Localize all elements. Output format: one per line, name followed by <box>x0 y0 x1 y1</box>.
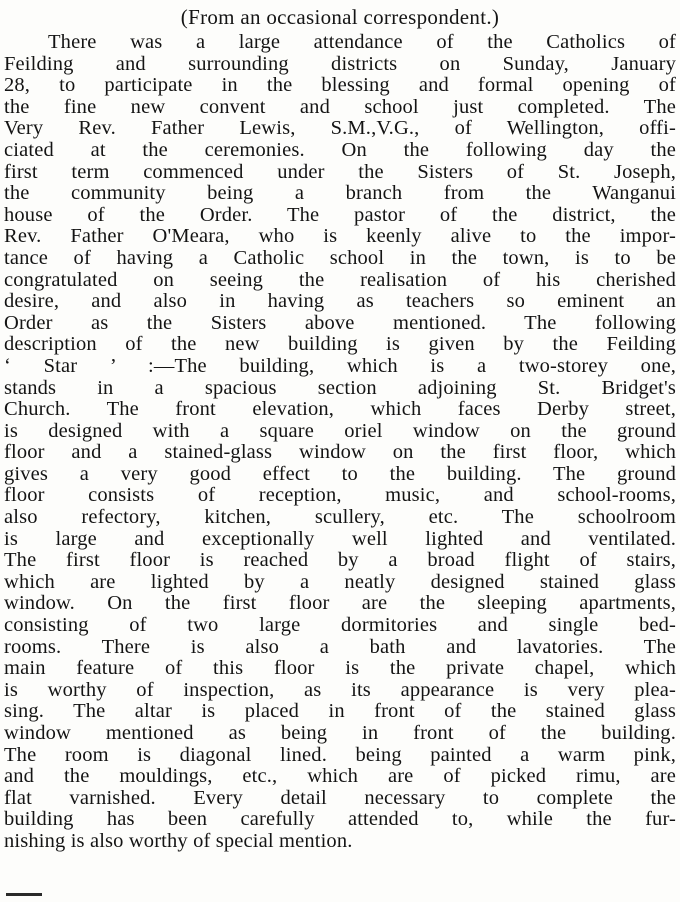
text-line: The room is diagonal lined. being painted a warm pink, <box>4 743 676 766</box>
text-line: main feature of this floor is the private chapel, which <box>4 657 676 680</box>
article-body <box>4 32 676 853</box>
text-line: sing. The altar is placed in front of the stained glass <box>4 700 676 723</box>
text-line: description of the new building is given by the Feilding <box>4 333 676 356</box>
text-line: window mentioned as being in front of the building. <box>4 722 676 744</box>
text-line: and the mouldings, etc., which are of picked rimu, are <box>4 765 676 788</box>
text-line: also refectory, kitchen, scullery, etc. The schoolroom <box>4 506 676 529</box>
text-line: stands in a spacious section adjoining St. Bridget's <box>4 376 676 399</box>
text-line: house of the Order. The pastor of the district, the <box>4 203 676 226</box>
text-line: window. On the first floor are the sleeping apartments, <box>4 592 676 615</box>
byline: (From an occasional correspondent.) <box>180 5 500 29</box>
article-column <box>4 2 676 853</box>
text-line: Order as the Sisters above mentioned. The following <box>4 311 676 334</box>
text-line: rooms. There is also a bath and lavatories. The <box>4 635 676 658</box>
text-line: consisting of two large dormitories and single bed- <box>4 614 676 637</box>
text-line: tance of having a Catholic school in the town, is to be <box>4 246 676 269</box>
text-line: Very Rev. Father Lewis, S.M.,V.G., of Wellington, offi- <box>4 117 676 140</box>
text-line: the community being a branch from the Wanganui <box>4 182 676 205</box>
text-line: building has been carefully attended to, while the fur- <box>4 808 676 831</box>
text-line: 28, to participate in the blessing and formal opening of <box>4 74 676 97</box>
text-line: flat varnished. Every detail necessary to complete the <box>4 786 676 809</box>
text-line: gives a very good effect to the building. The ground <box>4 462 676 485</box>
text-line: desire, and also in having as teachers so eminent an <box>4 290 676 313</box>
text-line: which are lighted by a neatly designed stained glass <box>4 570 676 593</box>
text-line: the fine new convent and school just completed. The <box>4 95 676 118</box>
text-line: Feilding and surrounding districts on Sunday, January <box>4 52 676 75</box>
text-line: The first floor is reached by a broad flight of stairs, <box>4 549 676 572</box>
text-line: Church. The front elevation, which faces Derby street, <box>4 398 676 421</box>
text-line: is worthy of inspection, as its appearance is very plea- <box>4 678 676 701</box>
text-line: is large and exceptionally well lighted and ventilated. <box>4 527 676 550</box>
text-line: congratulated on seeing the realisation of his cherished <box>4 268 676 291</box>
text-line: first term commenced under the Sisters of St. Joseph, <box>4 160 676 183</box>
text-line: ‘ Star ’ :—The building, which is a two-storey one, <box>4 354 676 377</box>
text-line: floor consists of reception, music, and school-rooms, <box>4 484 676 507</box>
text-line: floor and a stained-glass window on the first floor, which <box>4 441 676 464</box>
text-line: There was a large attendance of the Catholics of <box>48 31 676 53</box>
end-rule <box>6 893 42 896</box>
text-line: Rev. Father O'Meara, who is keenly alive to the impor- <box>4 225 676 248</box>
text-line: ciated at the ceremonies. On the following day the <box>4 138 676 161</box>
text-line: is designed with a square oriel window on the ground <box>4 419 676 442</box>
text-line: nishing is also worthy of special mention. <box>4 829 353 852</box>
